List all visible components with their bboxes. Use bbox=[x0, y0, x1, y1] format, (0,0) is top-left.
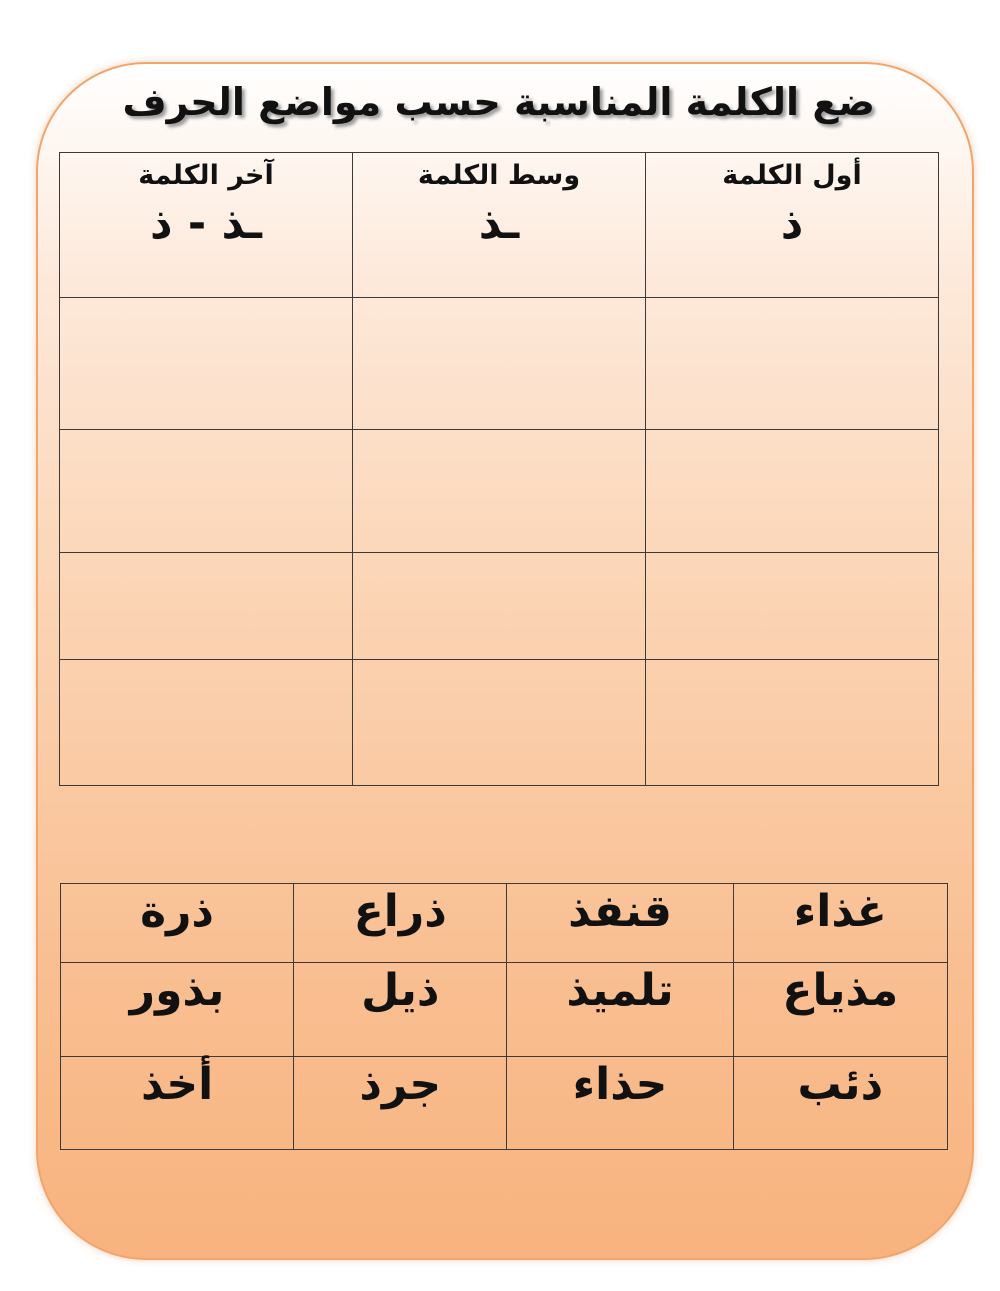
answer-cell-end[interactable] bbox=[60, 660, 353, 786]
word-tile[interactable]: أخذ bbox=[61, 1057, 294, 1150]
word-tile[interactable]: بذور bbox=[61, 963, 294, 1057]
column-start-header bbox=[646, 153, 939, 298]
answer-cell-end[interactable] bbox=[60, 553, 353, 660]
column-end-header bbox=[60, 153, 353, 298]
word-tile[interactable]: مذياع bbox=[733, 963, 947, 1057]
answer-cell-start[interactable] bbox=[646, 430, 939, 553]
answer-cell-middle[interactable] bbox=[353, 660, 646, 786]
word-tile[interactable]: ذراع bbox=[294, 884, 507, 963]
word-bank-row bbox=[61, 963, 948, 1057]
answer-cell-start[interactable] bbox=[646, 553, 939, 660]
column-end-label: آخر الكلمة bbox=[138, 160, 274, 191]
column-start-letter: ذ bbox=[780, 198, 804, 249]
word-tile[interactable]: حذاء bbox=[507, 1057, 733, 1150]
word-tile[interactable]: ذئب bbox=[733, 1057, 947, 1150]
answer-cell-start[interactable] bbox=[646, 660, 939, 786]
answer-row bbox=[60, 660, 939, 786]
sorting-header-row bbox=[60, 153, 939, 298]
answer-cell-middle[interactable] bbox=[353, 430, 646, 553]
word-bank-row bbox=[61, 1057, 948, 1150]
column-middle-label: وسط الكلمة bbox=[417, 160, 581, 191]
answer-row bbox=[60, 553, 939, 660]
column-start-label: أول الكلمة bbox=[722, 160, 862, 191]
worksheet-title: ضع الكلمة المناسبة حسب مواضع الحرف bbox=[122, 80, 875, 124]
word-tile[interactable]: جرذ bbox=[294, 1057, 507, 1150]
answer-cell-middle[interactable] bbox=[353, 553, 646, 660]
answer-cell-end[interactable] bbox=[60, 430, 353, 553]
answer-cell-end[interactable] bbox=[60, 298, 353, 430]
word-tile[interactable]: تلميذ bbox=[507, 963, 733, 1057]
word-tile[interactable]: ذيل bbox=[294, 963, 507, 1057]
word-tile[interactable]: غذاء bbox=[733, 884, 947, 963]
word-bank-row bbox=[61, 884, 948, 963]
word-tile[interactable]: ذرة bbox=[61, 884, 294, 963]
answer-row bbox=[60, 298, 939, 430]
column-middle-letter: ـذ bbox=[478, 198, 520, 249]
answer-row bbox=[60, 430, 939, 553]
word-tile[interactable]: قنفذ bbox=[507, 884, 733, 963]
answer-cell-start[interactable] bbox=[646, 298, 939, 430]
sorting-table bbox=[59, 152, 939, 786]
column-middle-header bbox=[353, 153, 646, 298]
answer-cell-middle[interactable] bbox=[353, 298, 646, 430]
column-end-letter: ـذ - ذ bbox=[150, 198, 262, 249]
word-bank-table bbox=[60, 883, 948, 1150]
